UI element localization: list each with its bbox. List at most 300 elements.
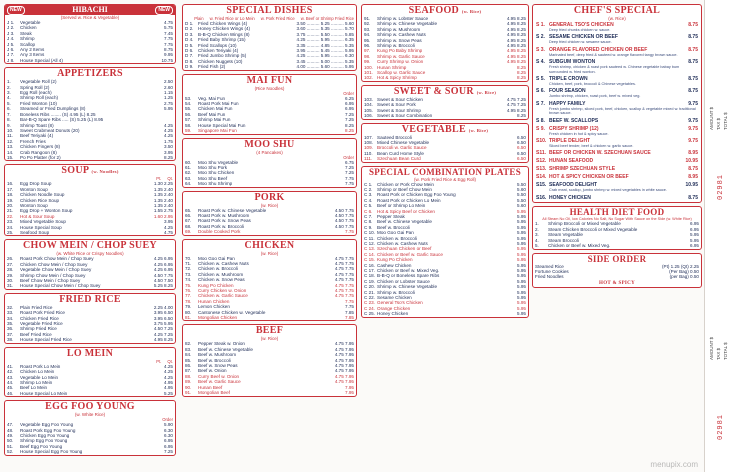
chef-special-item: [533, 157, 701, 165]
item-price: 5.95: [517, 208, 526, 214]
item-code: 87.: [185, 368, 192, 374]
pork-list: [183, 208, 356, 235]
special-dishes-list: [183, 21, 356, 70]
menu-item: [362, 156, 528, 161]
item-code: S 4.: [536, 59, 545, 66]
item-name: Vegetable: [20, 20, 41, 25]
item-code: S10.: [536, 138, 547, 145]
item-code: 44.: [7, 379, 14, 385]
item-name: Shrimp w. Cashew Nuts: [377, 32, 426, 38]
item-price: 8.75: [688, 166, 698, 173]
fried-rice-section: [4, 293, 176, 344]
item-name: Scallop w. Garlic Sauce: [377, 70, 426, 76]
chef-special-item: [533, 100, 701, 117]
item-code: 13.: [7, 144, 14, 150]
item-code: 20.: [7, 202, 14, 208]
item-price: 5.25: [164, 390, 173, 396]
item-price: 1.75: [164, 138, 173, 144]
chef-special-item: [533, 181, 701, 193]
item-price: 5.95: [517, 311, 526, 317]
menu-item: [183, 181, 356, 186]
chow-mein-title: CHOW MEIN / CHOP SUEY: [23, 240, 157, 252]
item-name: Broccoli w. Garlic Sauce: [377, 145, 427, 151]
item-price: 5.95: [517, 257, 526, 263]
item-price: 9.75: [688, 125, 698, 132]
item-name: Shrimp Toast (8): [20, 122, 54, 128]
item-name: Shrimp w. Garlic Sauce: [377, 53, 425, 59]
item-price: 4.75 7.25: [506, 102, 526, 108]
item-price: 4.95 8.25: [506, 48, 526, 54]
item-price: 4.25: [164, 122, 173, 128]
soup-list: [5, 181, 175, 235]
item-name: Moo Shu Chicken: [198, 170, 235, 176]
item-name: Chicken Fried Rice: [20, 315, 59, 321]
item-price: 8.25: [345, 122, 354, 128]
sweet-sour-subtitle: (w. Rice): [476, 89, 497, 95]
item-code: 3.: [7, 90, 11, 96]
item-code: 23.: [7, 219, 14, 225]
item-price: 1.60 2.95: [153, 213, 173, 219]
item-name: Lemon Chicken: [198, 304, 230, 310]
new-badge-left: NEW: [7, 6, 25, 15]
item-price: 8.95: [688, 174, 698, 181]
item-description: Fresh jumbo shrimp, sliced pork, beef, chicken, scallop & vegetable mixed w. traditional brown sauce.: [549, 106, 696, 116]
item-price: 5.50: [517, 197, 526, 203]
item-name: Egg Drop Soup: [20, 181, 52, 187]
item-code: 76.: [185, 288, 192, 293]
item-code: 9.: [7, 122, 11, 128]
item-code: S12.: [536, 158, 547, 165]
item-code: C 23.: [364, 300, 375, 306]
item-price: 6.75: [345, 159, 354, 165]
item-name: Steam Broccoli: [548, 237, 579, 243]
menu-item: [362, 113, 528, 118]
item-name: Roast Pork Mai Fun: [198, 101, 239, 107]
item-code: 71.: [185, 260, 192, 266]
item-name: Beef Egg Foo Young: [20, 443, 63, 449]
item-price: 4.75 7.75: [334, 271, 354, 277]
item-name: Chicken w. Cashew Nuts: [198, 260, 249, 266]
item-name: Roast Pork w. Snow Peas: [198, 218, 251, 224]
item-price: 6.25: [345, 95, 354, 101]
item-price: 7.45: [164, 30, 173, 36]
total-label-bottom: TOTAL $: [723, 342, 728, 360]
item-price: 2.50: [164, 79, 173, 85]
chef-special-item-header: [536, 118, 698, 124]
item-price: 7.95: [345, 390, 354, 396]
item-price: 4.50 7.50: [153, 278, 173, 284]
item-price: 4.95: [164, 379, 173, 385]
item-price: 8.25: [517, 75, 526, 81]
item-name: Shrimp Fried Rice: [20, 326, 57, 332]
menu-item: [183, 390, 356, 395]
item-price: 4.75 7.95: [334, 357, 354, 363]
item-price: 9.95: [164, 52, 173, 58]
item-name: Chicken Mai Fun: [198, 106, 233, 112]
item-code: S 2.: [536, 34, 545, 41]
item-name: Beef w. Chinese Vegetable: [198, 346, 253, 352]
item-code: D 9.: [185, 64, 194, 70]
item-code: 75.: [185, 282, 192, 288]
item-name: Chicken w. Broccoli: [198, 266, 238, 272]
item-name: Double Cooked Pork: [198, 229, 241, 235]
item-price: 5.95: [517, 224, 526, 230]
item-price: 1.30 2.25: [153, 181, 173, 187]
item-code: C 15.: [364, 257, 375, 263]
egg-foo-young-subtitle: (w. White Rice): [74, 412, 106, 418]
item-name: Sweet & Sour Shrimp: [377, 107, 421, 113]
chef-special-item: [533, 194, 701, 202]
item-name: House Special Chow Mein / Chop Suey: [20, 283, 101, 289]
item-name: Moo Shu Shrimp: [198, 181, 233, 187]
item-name: Chicken Nuggets (10): [198, 58, 243, 64]
item-name: Sweet Crabmeat Donuts (20): [20, 127, 80, 133]
item-description: Jumbo shrimp, chicken, roast pork, beef w. mixed veg.: [549, 94, 641, 99]
special-head-plain: Plain: [194, 16, 204, 21]
item-code: 73.: [185, 271, 192, 277]
item-code: C 1.: [364, 181, 373, 187]
soup-title-text: SOUP: [61, 165, 89, 177]
special-dishes-title: SPECIAL DISHES: [226, 5, 313, 16]
item-name: Scallop: [20, 41, 36, 47]
item-code: S11.: [536, 150, 547, 157]
item-price: 6.95: [345, 101, 354, 107]
item-name: Roast Pork Egg Foo Young: [20, 427, 76, 433]
item-code: C 9.: [364, 224, 373, 230]
item-name: Chicken: [20, 25, 37, 31]
item-name: Shrimp Broccoli or Mixed Vegetable: [548, 221, 621, 227]
item-code: 46.: [7, 390, 14, 396]
item-price: 1.35 2.40: [153, 186, 173, 192]
item-code: 61.: [185, 164, 192, 170]
item-name: B-B-Q or Boneless Spare Ribs: [377, 273, 440, 279]
item-price: 5.95: [517, 278, 526, 284]
item-code: 34.: [7, 315, 14, 321]
item-price: 7.75: [345, 298, 354, 304]
chicken-list: [183, 256, 356, 321]
item-price: 6.95: [345, 106, 354, 112]
item-name: Chicken w. Cashew Nuts: [377, 241, 428, 246]
item-name: Bar-B-Q Spare Ribs ..... (S) 5.25 (L) 8.95: [20, 117, 104, 123]
item-code: J 2.: [7, 25, 15, 31]
item-price: 5.60: [517, 186, 526, 192]
chef-special-item-header: [536, 166, 698, 172]
hibachi-title: HIBACHI: [72, 5, 108, 14]
item-name: Any 2 Items: [20, 47, 45, 53]
order-number-bottom: 02981: [717, 413, 725, 440]
chef-special-title: CHEF'S SPECIAL: [573, 5, 661, 16]
chef-special-item: [533, 173, 701, 181]
item-code: C 24.: [364, 305, 375, 311]
item-price: 7.85: [345, 309, 354, 315]
item-name: Shrimp w. Chinese Vegetable: [377, 284, 438, 290]
special-head-fried-rice: w. Fried Rice or Lo Mein: [209, 16, 255, 21]
item-name: Chicken or Beef w. Garlic Sauce: [377, 251, 443, 257]
item-price: 8.95: [688, 150, 698, 157]
item-name: Shrimp Roll (each): [20, 95, 59, 101]
item-code: 36.: [7, 326, 14, 332]
item-price: 4.25: [164, 369, 173, 375]
item-code: J 3.: [7, 30, 15, 36]
item-name: Singapore Mai Fun: [198, 128, 237, 134]
item-price: 4.25 .......... 5.95 .......... 6.30: [296, 53, 354, 59]
item-code: 5.: [7, 100, 11, 106]
item-price: 4.75 7.75: [334, 266, 354, 272]
item-name: Shrimp Egg Foo Young: [20, 438, 68, 444]
mai-fun-subtitle: (Rice Noodles): [254, 85, 285, 91]
item-code: 96.: [364, 43, 371, 49]
item-code: 98.: [364, 53, 371, 59]
item-price: 3.75 .......... 5.50 .......... 5.85: [296, 31, 354, 37]
item-name: TRIPLE DELIGHT: [549, 138, 591, 145]
beef-list: [183, 341, 356, 395]
item-name: Hot & Spicy Beef or Chicken: [377, 208, 435, 214]
item-name: Veg. Mai Fun: [198, 95, 226, 101]
item-code: 12.: [7, 138, 14, 144]
item-name: Moo Shu Pork: [198, 164, 228, 170]
item-code: C 17.: [364, 268, 375, 274]
item-code: C 2.: [364, 186, 373, 192]
item-name: Shrimp Chow Mein / Chop Suey: [20, 272, 86, 278]
item-code: S16.: [536, 194, 547, 201]
chef-special-item: [533, 33, 701, 45]
item-price: 4.25: [164, 224, 173, 230]
item-name: Fortune Cookies: [535, 268, 569, 274]
item-price: 1.35 2.40: [153, 192, 173, 198]
item-name: Sweet & Sour Combination: [377, 113, 433, 119]
combination-subtitle: (w. Pork Fried Rice & Egg Roll): [413, 176, 477, 182]
item-name: Chicken Fingers (8): [20, 144, 61, 150]
item-name: Roast Pork Lo Mein: [20, 363, 61, 369]
item-code: 30.: [7, 278, 14, 284]
chef-special-list: [533, 21, 701, 202]
soup-section: [4, 164, 176, 236]
item-code: 10.: [7, 127, 14, 133]
item-code: 56.: [185, 111, 192, 117]
item-code: 104.: [364, 102, 373, 108]
item-description: Crab meat, scallop, jumbo shrimp w. mixed vegetables in white sauce.: [549, 188, 667, 193]
health-diet-note: All Steam No Oil, low Calories No Salt, No Sugar With Sauce on the Side (w. White Rice): [542, 216, 692, 221]
item-price: 5.25 8.25: [153, 283, 173, 289]
item-price: 4.75 7.75: [334, 293, 354, 299]
item-name: Beef w. Snow Peas: [198, 363, 238, 369]
soup-head-pt: Pt.: [156, 176, 162, 182]
item-name: Mixed Vegetable Soup: [20, 219, 66, 225]
item-name: BEEF OR CHICKEN W. SZECHUAN SAUCE: [549, 150, 651, 157]
item-price: 3.50 .......... 5.25 .......... 5.60: [296, 21, 354, 26]
item-price: 8.75: [688, 76, 698, 83]
item-code: 86.: [185, 363, 192, 369]
item-name: Egg Drop + Wonton Soup: [20, 208, 73, 214]
item-price: 10.95: [685, 158, 698, 165]
special-head-beef: w. Beef or Shrimp Fried Rice: [300, 16, 354, 21]
item-price: 8.75: [688, 34, 698, 41]
item-name: Roast Pork or Chicken Lo Mein: [377, 197, 441, 203]
item-name: House Special Mai Fun: [198, 122, 246, 128]
item-code: 94.: [364, 32, 371, 38]
item-price: 4.75 7.75: [334, 288, 354, 293]
vegetable-title: [362, 124, 528, 135]
tax-label-top: TAX $: [716, 117, 721, 130]
item-code: 21.: [7, 208, 14, 214]
menu-item: [5, 391, 175, 396]
item-price: 7.75: [345, 304, 354, 310]
item-name: SHRIMP SZECHUAN STYLE: [549, 166, 616, 173]
item-description: Sliced beef tender, beef & chicken w. garlic sauce.: [549, 144, 634, 149]
item-name: Pepper Steak: [377, 213, 405, 219]
item-price: 7.75: [345, 181, 354, 187]
item-code: 54.: [185, 101, 192, 107]
item-name: Steamed Rice: [535, 263, 564, 269]
item-code: C 7.: [364, 213, 373, 219]
watermark: menupix.com: [650, 460, 698, 469]
item-code: 17.: [7, 186, 14, 192]
item-price: 3.50: [164, 144, 173, 150]
item-name: FOUR SEASON: [549, 88, 586, 95]
item-name: HAPPY FAMILY: [549, 100, 586, 107]
item-price: 4.75 7.75: [334, 277, 354, 283]
item-price: 4.95 8.25: [506, 37, 526, 43]
item-code: J 1.: [7, 20, 15, 25]
item-name: SESAME CHICKEN OR BEEF: [549, 34, 618, 41]
item-name: Chicken Teriyaki (4): [198, 48, 239, 54]
chef-special-subtitle: (w. Rice): [608, 16, 626, 21]
item-price: 4.95 8.25: [506, 16, 526, 21]
item-name: Shrimp w. Mushroom: [377, 26, 421, 32]
item-price: 4.25 6.95: [153, 256, 173, 262]
item-name: Boneless Ribs ........ (S) 4.95 (L) 8.25: [20, 111, 96, 117]
item-price: 10.75: [161, 57, 173, 63]
amount-label-bottom: AMOUNT $: [709, 336, 714, 360]
item-price: 5.95: [517, 284, 526, 290]
menu-item: [183, 128, 356, 133]
item-code: 48.: [7, 427, 14, 433]
item-name: Honey Chicken: [377, 311, 409, 317]
item-price: 5.95: [517, 251, 526, 257]
item-price: 7.25: [345, 117, 354, 123]
item-price: 6.95: [690, 221, 699, 227]
item-price: 4.75: [164, 20, 173, 25]
item-price: 2.75: [164, 100, 173, 106]
item-price: 5.95: [690, 237, 699, 243]
item-price: 8.75: [688, 22, 698, 28]
item-code: D 8.: [185, 58, 194, 64]
item-code: J 7.: [7, 52, 15, 58]
item-code: C 16.: [364, 262, 375, 268]
item-code: 83.: [185, 346, 192, 352]
item-code: S 6.: [536, 88, 545, 95]
mai-fun-title: MAI FUN: [246, 74, 293, 86]
item-name: Steam Chicken Broccoli or Mixed Vegetable: [548, 226, 638, 232]
item-name: Moo Shu Beef: [198, 175, 228, 181]
item-code: 84.: [185, 352, 192, 358]
item-code: 66.: [185, 212, 192, 218]
seafood-subtitle: (w. Rice): [461, 9, 482, 14]
chef-special-item-header: [536, 150, 698, 156]
item-name: Shrimp w. Lobster Sauce: [377, 16, 429, 21]
item-code: 67.: [185, 218, 192, 224]
item-code: 16.: [7, 181, 14, 187]
mai-fun-list: [183, 96, 356, 134]
vegetable-subtitle: (w. Rice): [468, 127, 489, 133]
item-code: D 7.: [185, 53, 194, 59]
tax-label-bottom: TAX $: [716, 347, 721, 360]
item-price: 1.35 2.40: [153, 202, 173, 208]
item-price: 4.25: [164, 127, 173, 133]
item-price: 4.25: [164, 133, 173, 139]
item-code: S 7.: [536, 100, 545, 107]
item-code: 64.: [185, 181, 192, 187]
menu-item: [5, 337, 175, 342]
item-code: 68.: [185, 223, 192, 229]
item-code: 51.: [7, 443, 14, 449]
item-price: 4.75 7.95: [334, 368, 354, 374]
item-name: Crab Rangoon (8): [20, 149, 57, 155]
item-price: 5.95: [517, 295, 526, 301]
item-name: Fried Baby Shrimp (15): [198, 37, 246, 43]
item-code: D 3.: [185, 31, 194, 37]
item-name: Roast Pork w. Broccoli: [198, 223, 244, 229]
item-name: Vegetable Fried Rice: [20, 321, 63, 327]
item-price: 4.95 8.25: [506, 32, 526, 38]
menu-item: [5, 449, 175, 454]
item-price: (per Bag) 0.50: [669, 274, 699, 280]
item-code: C 19.: [364, 278, 375, 284]
item-code: S 9.: [536, 125, 545, 132]
item-name: Cashew Chicken: [377, 262, 412, 268]
health-diet-section: [532, 206, 702, 250]
menu-item: [183, 64, 356, 69]
item-name: Pepper Steak w. Onion: [198, 341, 245, 347]
item-code: 28.: [7, 267, 14, 273]
amount-label-top: AMOUNT $: [709, 106, 714, 130]
item-price: 1.25: [164, 95, 173, 101]
item-code: S 5.: [536, 76, 545, 83]
fried-rice-list: [5, 305, 175, 343]
hibachi-header: [5, 5, 175, 15]
item-name: B-B-Q Chicken Wings (8): [198, 31, 250, 37]
item-code: S15.: [536, 182, 547, 189]
item-code: J 6.: [7, 47, 15, 53]
item-price: 2.25 4.00: [153, 304, 173, 310]
item-code: 103.: [364, 96, 373, 102]
chicken-section: [182, 239, 357, 322]
item-name: Vegetable Lo Mein: [20, 374, 59, 380]
item-price: 5.95: [517, 241, 526, 246]
column-2: [182, 4, 357, 400]
hibachi-section: [4, 4, 176, 64]
item-price: 5.95: [517, 262, 526, 268]
item-code: 72.: [185, 266, 192, 272]
item-price: (Pt) 1.25 (Qt) 2.25: [661, 263, 699, 269]
combination-title: SPECIAL COMBINATION PLATES: [369, 166, 521, 177]
item-name: Chicken w. Broccoli: [377, 235, 417, 241]
item-name: Beef Chow Mein / Chop Suey: [20, 278, 81, 284]
item-name: Sesame Chicken: [377, 295, 412, 301]
item-code: 24.: [7, 224, 14, 230]
item-code: C 20.: [364, 284, 375, 290]
item-price: 3.60 .......... 5.35 .......... 5.70: [296, 26, 354, 32]
item-code: 95.: [364, 37, 371, 43]
lo-mein-title: LO MEIN: [66, 347, 114, 359]
chef-special-item-header: [536, 47, 698, 53]
item-price: 10.95: [685, 182, 698, 189]
item-name: Beef Fried Rice: [20, 331, 52, 337]
item-code: C 11.: [364, 235, 375, 241]
item-price: 5.95: [690, 232, 699, 238]
item-code: 111.: [364, 156, 373, 162]
item-code: 3.: [535, 232, 539, 238]
